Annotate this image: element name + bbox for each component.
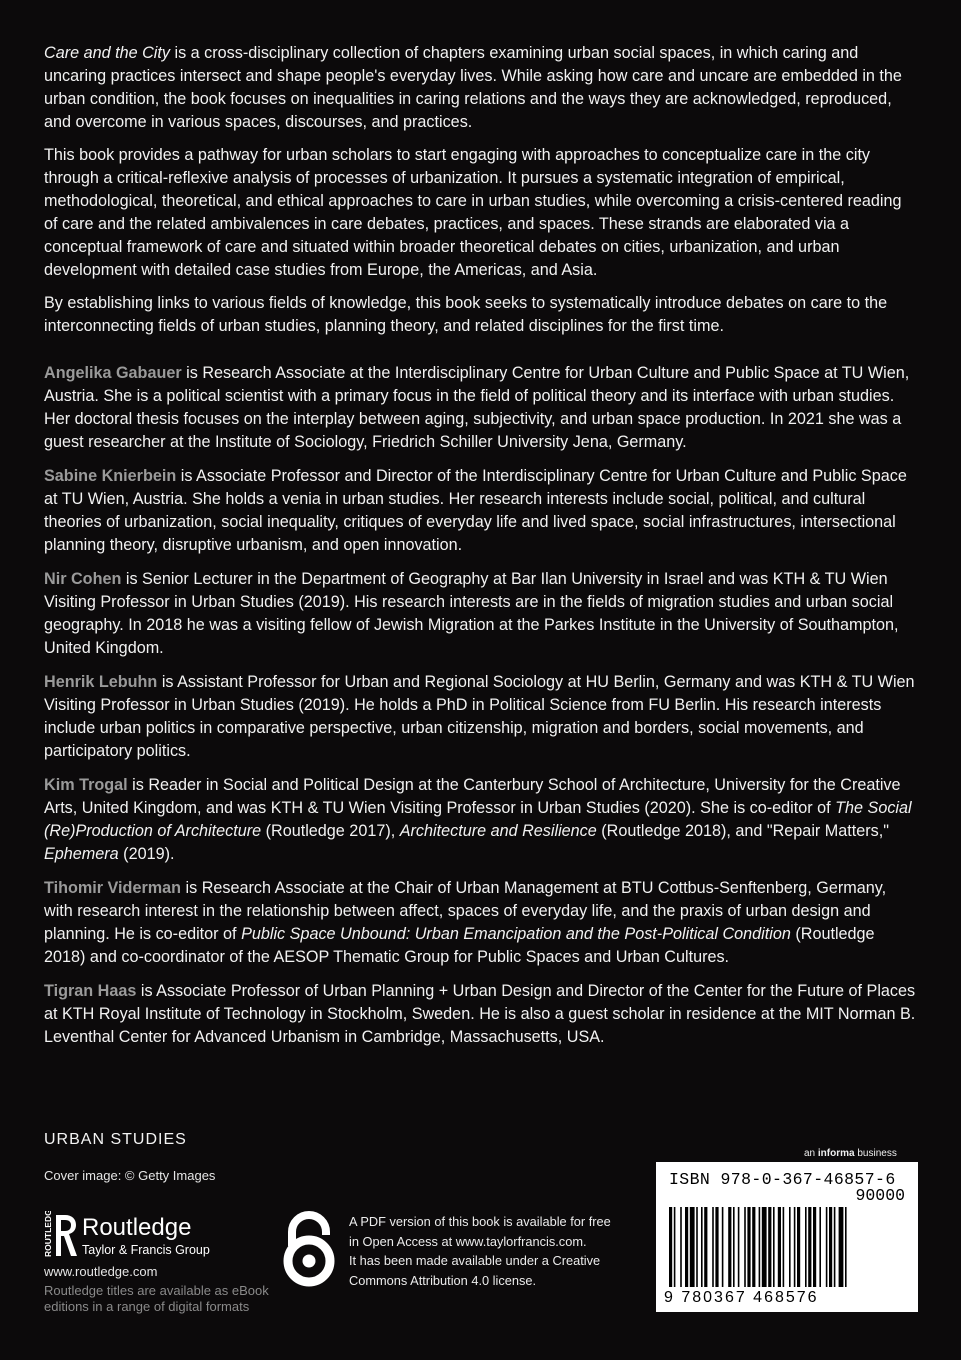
author-name: Angelika Gabauer xyxy=(44,364,182,382)
ebook-note: Routledge titles are available as eBook editions in a range of digital formats xyxy=(44,1283,269,1314)
barcode-bar xyxy=(826,1207,828,1287)
barcode-bars xyxy=(667,1207,907,1287)
barcode-bar xyxy=(773,1207,775,1287)
barcode-bar xyxy=(789,1207,791,1287)
author-name: Kim Trogal xyxy=(44,776,128,794)
barcode-bar xyxy=(768,1207,771,1287)
publisher-name: Routledge xyxy=(82,1214,192,1241)
barcode-bar xyxy=(733,1207,735,1287)
barcode-bar xyxy=(704,1207,707,1287)
barcode-bar xyxy=(839,1207,844,1287)
routledge-logo xyxy=(40,1211,270,1261)
barcode-bar xyxy=(834,1207,836,1287)
back-cover-text xyxy=(44,42,919,1060)
author-name: Tihomir Viderman xyxy=(44,879,182,897)
barcode-bar xyxy=(722,1207,724,1287)
svg-text:ROUTLEDGE: ROUTLEDGE xyxy=(43,1211,53,1257)
barcode-bar xyxy=(728,1207,731,1287)
book-description xyxy=(44,42,919,338)
description-paragraph-3: By establishing links to various fields of knowledge, this book seeks to systematically introduce debates on care to the interconnecting fields of urban studies, planning theory, and related disciplines for the first time. xyxy=(44,294,888,335)
barcode-box xyxy=(656,1162,918,1312)
barcode-bar xyxy=(783,1207,785,1287)
bio-cohen: Nir Cohen is Senior Lecturer in the Department of Geography at Bar Ilan University in Israel and was KTH & TU Wien Visiting Professor in Urban Studies (2019). His research interests are in the fields of migration studies and urban social geography. In 2018 he was a visiting fellow of Jewish Migration at the Parkes Institute in the University of Southampton, United Kingdom. xyxy=(44,570,899,657)
barcode-bar xyxy=(712,1207,714,1287)
barcode-bar xyxy=(805,1207,807,1287)
barcode-bar xyxy=(744,1207,746,1287)
barcode-bar xyxy=(690,1207,695,1287)
bio-gabauer: Angelika Gabauer is Research Associate at the Interdisciplinary Centre for Urban Culture and Public Space at TU Wien, Austria. She is a political scientist with a primary focus in the field of political theory and its interface with urban studies. Her doctoral thesis focuses on the interplay between aging, subjectivity, and urban space production. In 2021 she was a guest researcher at the Institute of Sociology, Friedrich Schiller University Jena, Germany. xyxy=(44,364,910,451)
author-name: Henrik Lebuhn xyxy=(44,673,158,691)
barcode-bar xyxy=(794,1207,796,1287)
price-code: 90000 xyxy=(855,1186,905,1205)
barcode-bar xyxy=(797,1207,800,1287)
barcode-bar xyxy=(808,1207,811,1287)
publisher-group: Taylor & Francis Group xyxy=(82,1243,210,1257)
barcode-bar xyxy=(738,1207,740,1287)
author-name: Tigran Haas xyxy=(44,982,137,1000)
informa-business-label: an informa business xyxy=(804,1148,897,1159)
barcode-bar xyxy=(778,1207,781,1287)
routledge-r-icon xyxy=(40,1211,80,1261)
author-name: Sabine Knierbein xyxy=(44,467,177,485)
bio-viderman: Tihomir Viderman is Research Associate at the Chair of Urban Management at BTU Cottbus-Senftenberg, Germany, with research interest in the relationship between affect, spaces of everyday life, and the praxis of urban design and planning. He is co-editor of Public Space Unbound: Urban Emancipation and the Post-Political Condition (Routledge 2018) and co-coordinator of the AESOP Thematic Group for Public Spaces and Urban Cultures. xyxy=(44,879,887,966)
open-access-icon xyxy=(280,1210,338,1290)
publisher-url[interactable]: www.routledge.com xyxy=(44,1264,158,1279)
barcode-bar xyxy=(829,1207,832,1287)
bio-lebuhn: Henrik Lebuhn is Assistant Professor for Urban and Regional Sociology at HU Berlin, Germany and was KTH & TU Wien Visiting Professor in Urban Studies (2019). He holds a PhD in Political Science from FU Berlin. His research interests include urban politics in comparative perspective, urban citizenship, migration and borders, social movements, and participatory politics. xyxy=(44,673,915,760)
barcode-bar xyxy=(845,1207,847,1287)
barcode-bar xyxy=(819,1207,821,1287)
series-label: URBAN STUDIES xyxy=(44,1131,187,1148)
barcode-bar xyxy=(680,1207,682,1287)
author-bios xyxy=(44,362,919,1049)
cover-image-credit: Cover image: © Getty Images xyxy=(44,1168,216,1183)
barcode-bar xyxy=(813,1207,816,1287)
barcode-bar xyxy=(752,1207,755,1287)
barcode-bar xyxy=(762,1207,767,1287)
barcode-bar xyxy=(696,1207,698,1287)
description-paragraph-2: This book provides a pathway for urban scholars to start engaging with approaches to conceptualize care in the city through a critical-reflexive analysis of processes of urbanization. It pursues a systematic integration of empirical, methodological, theoretical, and ethical approaches to care in urban studies, while overcoming a crisis-centered reading of care and the related ambivalences in care debates, practices, and spaces. These strands are elaborated via a conceptual framework of care and situated within broader theoretical debates on cities, urbanization, and urban development with detailed case studies from Europe, the Americas, and Asia. xyxy=(44,146,902,279)
barcode-bar xyxy=(759,1207,761,1287)
isbn-text: ISBN 978-0-367-46857-6 xyxy=(669,1170,896,1189)
bio-knierbein: Sabine Knierbein is Associate Professor and Director of the Interdisciplinary Centre for Urban Culture and Public Space at TU Wien, Austria. She holds a venia in urban studies. Her research interests include social, political, and cultural theories of urbanization, social inequality, critiques of everyday life and lived space, social infrastructures, intersectional planning theory, disruptive urbanism, and open innovation. xyxy=(44,467,907,554)
open-access-notice: A PDF version of this book is available for free in Open Access at www.taylorfrancis.com. It has been made available under a Creative Commons Attribution 4.0 license. xyxy=(349,1214,611,1288)
bio-trogal: Kim Trogal is Reader in Social and Political Design at the Canterbury School of Architecture, University for the Creative Arts, United Kingdom, and was KTH & TU Wien Visiting Professor in Urban Studies (2020). She is co-editor of The Social (Re)Production of Architecture (Routledge 2017), Architecture and Resilience (Routledge 2018), and "Repair Matters," Ephemera (2019). xyxy=(44,776,912,863)
ean-digits: 9 780367 468576 xyxy=(664,1289,819,1306)
bio-haas: Tigran Haas is Associate Professor of Urban Planning + Urban Design and Director of the Center for the Future of Places at KTH Royal Institute of Technology in Stockholm, Sweden. He is also a guest scholar in residence at the MIT Norman B. Leventhal Center for Advanced Urbanism in Cambridge, Massachusetts, USA. xyxy=(44,982,916,1046)
barcode-bar xyxy=(701,1207,703,1287)
barcode-bar xyxy=(669,1207,672,1287)
barcode-bar xyxy=(715,1207,718,1287)
author-name: Nir Cohen xyxy=(44,570,122,588)
barcode-bar xyxy=(685,1207,688,1287)
book-title: Care and the City xyxy=(44,44,170,62)
barcode-bar xyxy=(674,1207,676,1287)
description-paragraph-1: Care and the City is a cross-disciplinary collection of chapters examining urban social spaces, in which caring and uncaring practices intersect and shape people's everyday lives. While asking how care and uncare are embedded in the urban condition, the book focuses on inequalities in caring relations and the ways they are acknowledged, reproduced, and overcome in various spaces, discourses, and practices. xyxy=(44,44,902,131)
barcode-bar xyxy=(747,1207,750,1287)
